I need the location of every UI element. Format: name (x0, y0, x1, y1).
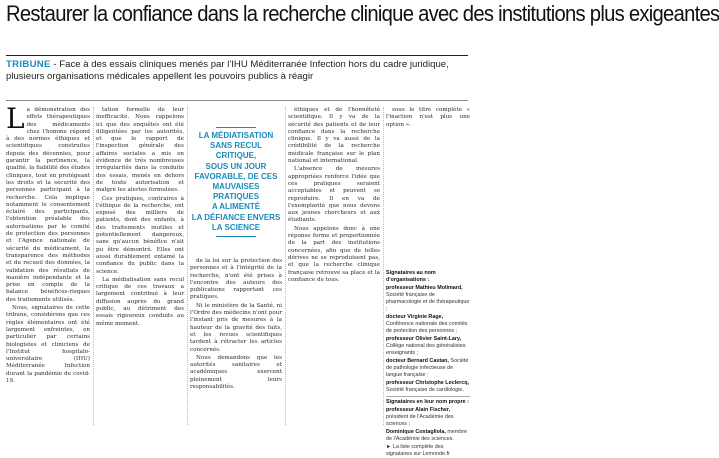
standfirst-rule (6, 100, 468, 101)
signatory: Dominique Costagliola, membre de l'Académie des sciences. (386, 429, 468, 442)
paragraph: de la loi sur la protection des personnes et à l'intégrité de la recherche, n'ont été prises à l'encontre des auteurs des publications rapportant ces pratiques. (190, 258, 282, 301)
signatories-heading: Signataires au nom d'organisations : (386, 270, 436, 283)
signatory: professeur Alain Fischer, président de l'Académie des sciences ; (386, 407, 454, 427)
standfirst (6, 59, 468, 83)
article-column-5 (386, 107, 470, 267)
column-separator (285, 107, 286, 425)
signatories-link[interactable]: ► La liste complète des signataires sur Lemonde.fr (386, 444, 450, 457)
paragraph: La médiatisation sans recul critique de ces travaux a largement contribué à leur diffusion auprès du grand public, au détriment des essais rigoureux conduits au même moment. (96, 276, 184, 327)
pull-quote-rule (216, 127, 256, 128)
article-column-2 (96, 107, 184, 425)
signatories-divider (386, 396, 470, 397)
pull-quote-line: SANS RECUL CRITIQUE, (209, 141, 262, 161)
signatory: docteur Bernard Castan, Société de pathologie infectieuse de langue française ; (386, 358, 469, 378)
paragraph: Nous appelons donc à une réponse ferme et proportionnée de la part des institutions concernées, afin que de telles dérives ne se reproduisent pas, et que la recherche clinique française retrouve sa place et la confiance de tous. (288, 225, 380, 283)
pull-quote-line: LA MÉDIATISATION (198, 131, 274, 140)
drop-cap: L (6, 102, 25, 135)
paragraph: tation formelle de leur inefficacité. Nous rappelons ici que des enquêtes ont été diligentées par les autorités, et que le rapport de l'inspection générale des affaires sociales a mis en évidence de très nombreuses irrégularités dans la conduite des essais, menés en dehors de toute autorisation et malgré les alertes formulées. (96, 107, 184, 194)
pull-quote-line: SOUS UN JOUR (205, 161, 267, 171)
title-rule (6, 55, 468, 56)
paragraph: L'absence de mesures appropriées renforce l'idée que ces pratiques seraient acceptables et peuvent se reproduire. Il en va de l'exemplarité que nous devons aux jeunes chercheurs et aux étudiants. (288, 166, 380, 224)
pull-quote (190, 124, 282, 254)
paragraph: sous le titre complète « l'inaction n'est plus une option ». (386, 107, 470, 128)
pull-quote-line: FAVORABLE, DE CES (194, 171, 278, 181)
signatory: professeur Olivier Saint-Lary, Collège national des généralistes enseignants ; (386, 336, 466, 356)
column-separator (383, 107, 384, 425)
column-separator (93, 107, 94, 425)
personal-signatories-heading: Signataires en leur nom propre : (386, 399, 469, 405)
paragraph: Ces pratiques, contraires à l'éthique de la recherche, ont exposé des milliers de patients, dont des enfants, à des traitements inutiles et potentiellement dangereux, sans qu'aucun bénéfice n'ait pu être démontré. Elles ont aussi durablement entamé la confiance du public dans la science. (96, 195, 184, 275)
paragraph: La démonstration des effets thérapeutiques des médicaments chez l'homme répond à des normes éthiques et scientifiques construites depuis des décennies, pour garantir la pertinence, la qualité, la fiabilité des études cliniques, tout en protégeant les droits et la sécurité des personnes participant à la recherche. Cela implique notamment le consentement éclairé des participants, l'obtention préalable des autorisations par le comité de protection des personnes et l'Agence nationale de sécurité du médicament, la transparence des méthodes et du recueil des données, la validation des résultats de manière indépendante et la prise en compte de la balance bénéfices-risques des traitements utilisés. (6, 102, 90, 303)
standfirst-text: - Face à des essais cliniques menés par l'IHU Méditerranée Infection hors du cadre juridique, plusieurs organisations médicales appellent les pouvoirs publics à réagir (6, 59, 449, 82)
article-column-3 (190, 258, 282, 425)
pull-quote-line: LA DÉFIANCE ENVERS (191, 212, 281, 222)
paragraph: Ni le ministère de la Santé, ni l'Ordre des médecins n'ont pour l'instant pris de mesures à la hauteur de la gravité des faits, et les revues scientifiques tardent à rétracter les articles concernés. (190, 302, 282, 353)
section-kicker: TRIBUNE (6, 59, 51, 70)
signatory: professeur Christophe Leclercq, Société française de cardiologie. (386, 380, 469, 393)
paragraph: éthiques et de l'honnêteté scientifique. Il y va de la sécurité des patients et de leur confiance dans la recherche clinique. Il y va aussi de la crédibilité de la recherche médicale française sur le plan national et international. (288, 107, 380, 165)
article-column-4 (288, 107, 380, 425)
pull-quote-line: A ALIMENTÉ (211, 202, 261, 212)
paragraph: Nous, signataires de cette tribune, considérons que ces règles élémentaires ont été largement enfreintes, en particulier par certains biologistes et cliniciens de l'Institut hospitalo-universitaire (IHU) Méditerranée Infection durant la pandémie de covid-19. (6, 305, 90, 384)
article-column-1 (6, 102, 90, 425)
column-separator (187, 107, 188, 425)
signatories-box (386, 270, 470, 457)
pull-quote-line: MAUVAISES PRATIQUES (212, 182, 260, 202)
article-title: Restaurer la confiance dans la recherche clinique avec des institutions plus exigeantes (6, 1, 719, 26)
pull-quote-rule (216, 236, 256, 237)
signatory: docteur Virginie Rage, Conférence nationale des comités de protection des personnes ; (386, 314, 468, 334)
paragraph: Nous demandons que les autorités sanitaires et académiques exercent pleinement leurs responsabilités. (190, 354, 282, 391)
signatory: professeur Mathieu Molimard, Société française de pharmacologie et de thérapeutique ; (386, 285, 470, 312)
pull-quote-line: LA SCIENCE (211, 222, 261, 232)
